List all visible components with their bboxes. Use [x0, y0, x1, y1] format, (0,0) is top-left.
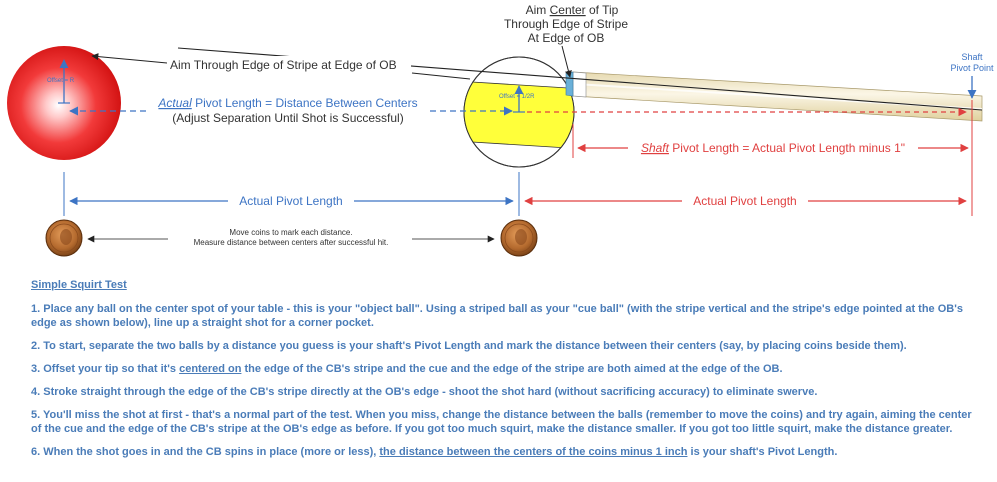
actual-pivot-right-label: Actual Pivot Length [693, 194, 797, 208]
shaft-pivot-label-line2: Pivot Point [950, 63, 994, 73]
shaft-pivot-length-label: Shaft Pivot Length = Actual Pivot Length minus 1" [640, 141, 906, 155]
actual-pivot-left-label: Actual Pivot Length [239, 194, 343, 208]
shaft-pivot-label: Shaft [961, 52, 983, 62]
instructions-title: Simple Squirt Test [31, 279, 127, 291]
coins-label-line1: Move coins to mark each distance. [229, 228, 353, 237]
step-1: 1. Place any ball on the center spot of your table - this is your "object ball". Using a striped ball as your "cue ball" (with the stripe vertical and the stripe's edge pointed at the OB's edge as shown below), line up a straight shot for a corner pocket. [31, 303, 963, 329]
adjust-separation-label: (Adjust Separation Until Shot is Successful) [172, 111, 404, 125]
step-5: 5. You'll miss the shot at first - that's a normal part of the test. When you miss, change the distance between the balls (remember to move the coins) and try again, aiming the center of the cue and the edge of the CB's stripe at the OB's edge as before. If you got too much squirt, make the distance smaller. If you got too little squirt, make the distance greater. [31, 409, 972, 435]
aim-stripe-label: Aim Through Edge of Stripe at Edge of OB [170, 58, 397, 72]
aim-center-label-line2: Through Edge of Stripe [503, 17, 629, 31]
coins-label-line2: Measure distance between centers after successful hit. [193, 238, 389, 247]
step-2: 2. To start, separate the two balls by a distance you guess is your shaft's Pivot Length and mark the distance between their centers (say, by placing coins beside them). [31, 340, 907, 352]
aim-center-pointer [562, 46, 570, 77]
aim-center-label-line3: At Edge of OB [527, 31, 605, 45]
actual-pivot-label: Actual Pivot Length = Distance Between Centers [158, 96, 418, 110]
coin-left [46, 220, 82, 256]
aim-label-pointer-right [412, 73, 470, 79]
offset-r-label: Offset = R [47, 78, 75, 84]
coin-right [501, 220, 537, 256]
offset-half-r-label: Offset = 1/2R [499, 94, 535, 100]
step-4: 4. Stroke straight through the edge of the CB's stripe directly at the OB's edge - shoot the shot hard (without sacrificing accuracy) to eliminate swerve. [31, 386, 818, 398]
instructions [31, 278, 981, 468]
step-6: 6. When the shot goes in and the CB spins in place (more or less), the distance between the centers of the coins minus 1 inch is your shaft's Pivot Length. [31, 446, 838, 458]
aim-center-label: Aim Center of Tip [525, 3, 619, 17]
cue-ferrule [573, 72, 586, 97]
step-3: 3. Offset your tip so that it's centered on the edge of the CB's stripe and the cue and the edge of the stripe are both aimed at the edge of the OB. [31, 363, 783, 375]
